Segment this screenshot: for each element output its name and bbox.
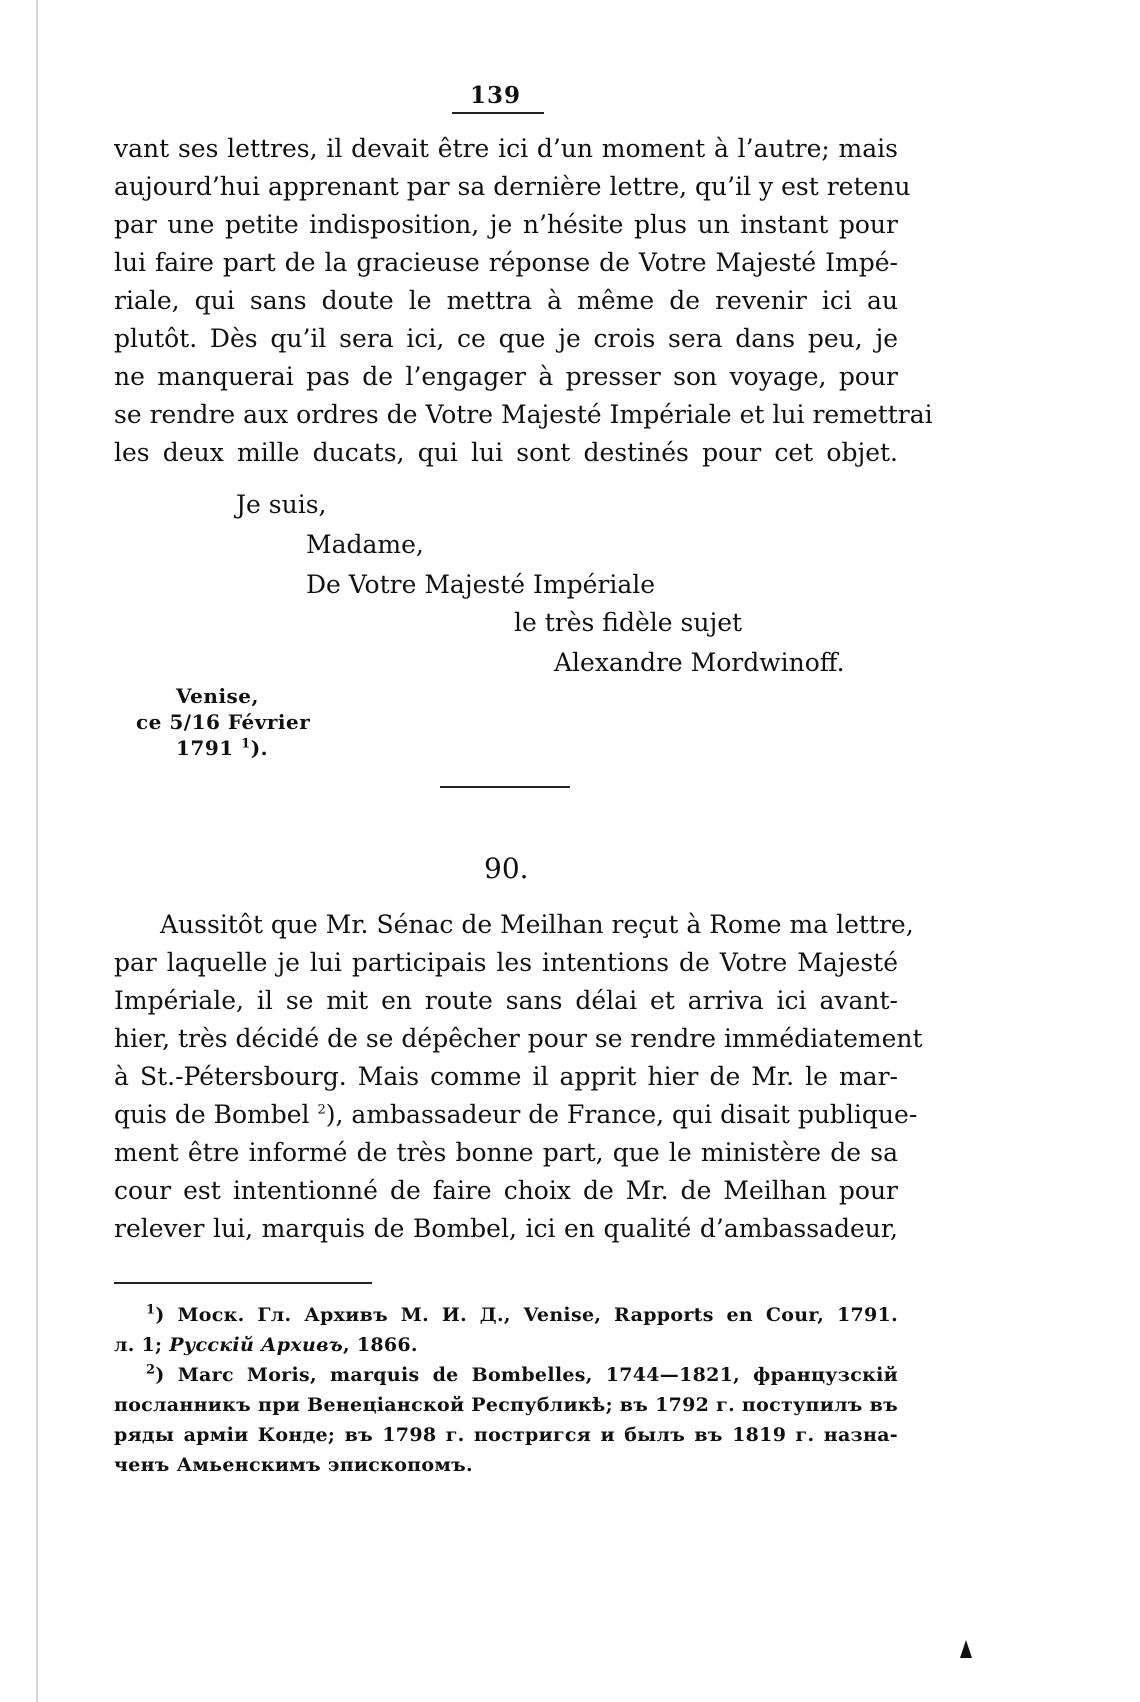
closing-majesty: De Votre Majesté Impériale bbox=[306, 570, 656, 599]
page-number-underline bbox=[452, 112, 544, 114]
footnote-separator bbox=[114, 1282, 372, 1284]
page-corner-mark bbox=[960, 1640, 972, 1658]
section-line-7: ment être informé de très bonne part, que le ministère de sa bbox=[114, 1138, 898, 1167]
body-line-7: ne manquerai pas de l’engager à presser son voyage, pour bbox=[114, 362, 898, 391]
section-separator bbox=[440, 786, 570, 788]
section-line-3: Impériale, il se mit en route sans délai et arriva ici avant- bbox=[114, 986, 898, 1015]
section-line-6: quis de Bombel $^2$), ambassadeur de France, qui disait publique- bbox=[114, 1100, 918, 1129]
section-line-9: relever lui, marquis de Bombel, ici en qualité d’ambassadeur, bbox=[114, 1214, 898, 1243]
section-line-1: Aussitôt que Mr. Sénac de Meilhan reçut à Rome ma lettre, bbox=[160, 910, 914, 939]
body-line-4: lui faire part de la gracieuse réponse de Votre Majesté Impé- bbox=[114, 248, 898, 277]
footnote-ref-2: 2 bbox=[317, 1102, 326, 1118]
year-line: 1791 $^1$). bbox=[176, 736, 269, 760]
date-line: ce 5/16 Février bbox=[136, 710, 311, 734]
body-line-3: par une petite indisposition, je n’hésite plus un instant pour bbox=[114, 210, 898, 239]
section-line-4: hier, très décidé de se dépêcher pour se rendre immédiatement bbox=[114, 1024, 923, 1053]
closing-faithful-subject: le très fidèle sujet bbox=[514, 608, 743, 637]
footnote-2-line-4: ченъ Амьенскимъ эпископомъ. bbox=[114, 1454, 473, 1476]
body-line-9: les deux mille ducats, qui lui sont destinés pour cet objet. bbox=[114, 438, 898, 467]
closing-madame: Madame, bbox=[306, 530, 424, 559]
section-line-8: cour est intentionné de faire choix de Mr. de Meilhan pour bbox=[114, 1176, 898, 1205]
footnote-2-line-3: ряды арміи Конде; въ 1798 г. постригся и былъ въ 1819 г. назна- bbox=[114, 1424, 898, 1446]
signature: Alexandre Mordwinoff. bbox=[554, 648, 845, 677]
section-line-2: par laquelle je lui participais les intentions de Votre Majesté bbox=[114, 948, 898, 977]
footnote-1-line-2: л. 1; Русскій Архивъ, 1866. bbox=[114, 1334, 418, 1356]
section-number: 90. bbox=[484, 852, 529, 885]
closing-je-suis: Je suis, bbox=[236, 490, 327, 519]
body-line-5: riale, qui sans doute le mettra à même de revenir ici au bbox=[114, 286, 898, 315]
body-line-6: plutôt. Dès qu’il sera ici, ce que je crois sera dans peu, je bbox=[114, 324, 898, 353]
footnote-2-line-2: посланникъ при Венеціанской Республикѣ; въ 1792 г. поступилъ въ bbox=[114, 1394, 898, 1416]
section-line-5: à St.-Pétersbourg. Mais comme il apprit hier de Mr. le mar- bbox=[114, 1062, 898, 1091]
footnote-1-line-1: $^1$) Моск. Гл. Архивъ М. И. Д., Venise, Rapports en Cour, 1791. bbox=[146, 1302, 898, 1326]
page-number: 139 bbox=[470, 82, 522, 109]
place-venise: Venise, bbox=[176, 684, 259, 708]
body-line-8: se rendre aux ordres de Votre Majesté Impériale et lui remettrai bbox=[114, 400, 933, 429]
footnote-ref-1: 1 bbox=[241, 736, 251, 752]
body-line-2: aujourd’hui apprenant par sa dernière lettre, qu’il y est retenu bbox=[114, 172, 911, 201]
footnote-2-line-1: $^2$) Marc Moris, marquis de Bombelles, 1744—1821, французскій bbox=[146, 1362, 898, 1386]
scan-margin-line bbox=[36, 0, 38, 1702]
body-line-1: vant ses lettres, il devait être ici d’un moment à l’autre; mais bbox=[114, 134, 898, 163]
